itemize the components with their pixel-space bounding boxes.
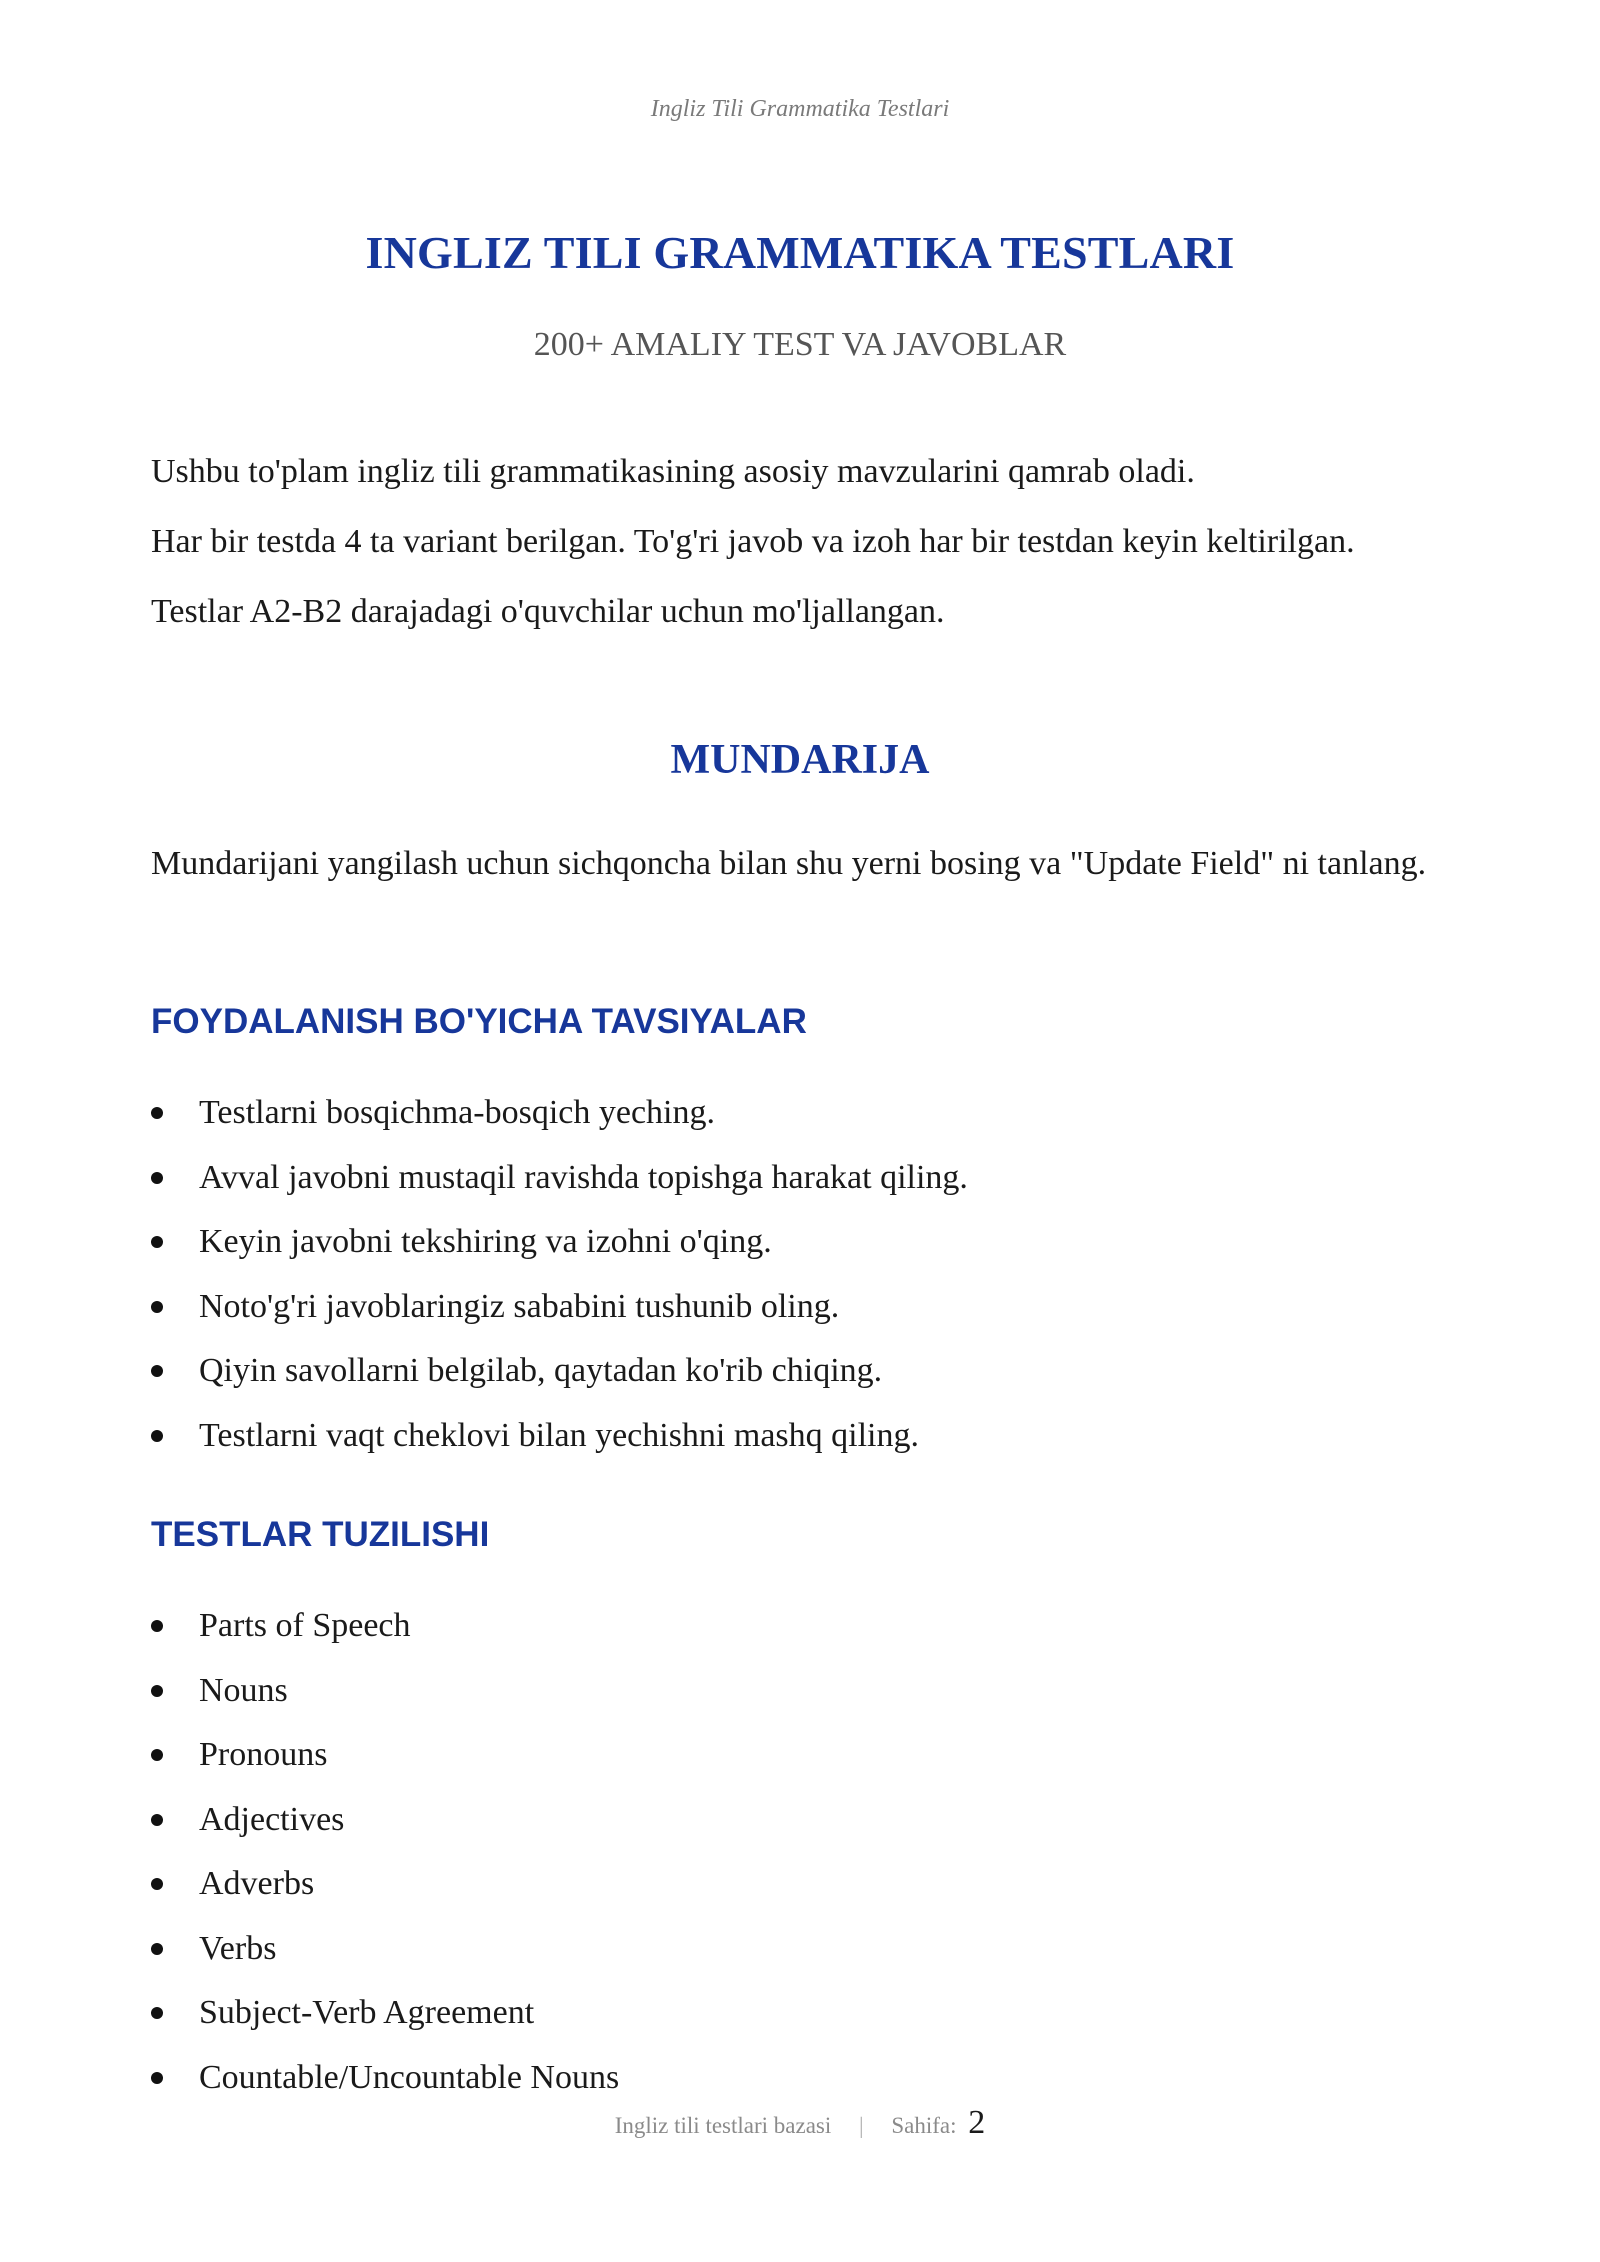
list-item-text: Nouns (199, 1671, 288, 1709)
bullet-icon (151, 1685, 163, 1697)
list-item (151, 2046, 619, 2111)
running-header: Ingliz Tili Grammatika Testlari (650, 96, 950, 122)
page-number: 2 (968, 2104, 986, 2141)
list-item (151, 1981, 619, 2046)
bullet-icon (151, 1301, 163, 1313)
footer-source: Ingliz tili testlari bazasi (614, 2113, 832, 2138)
list-item (151, 1659, 619, 1724)
tips-heading: FOYDALANISH BO'YICHA TAVSIYALAR (151, 1002, 807, 1041)
list-item (151, 1081, 968, 1146)
list-item-text: Verbs (199, 1929, 277, 1967)
document-subtitle: 200+ AMALIY TEST VA JAVOBLAR (533, 326, 1067, 363)
list-item-text: Subject-Verb Agreement (199, 1994, 535, 2031)
list-item-text: Adverbs (199, 1865, 315, 1902)
list-item (151, 1146, 968, 1211)
list-item-text: Qiyin savollarni belgilab, qaytadan ko'rib chiqing. (199, 1352, 883, 1389)
bullet-icon (151, 1430, 163, 1442)
structure-list (151, 1594, 619, 2110)
list-item-text: Parts of Speech (199, 1607, 411, 1644)
bullet-icon (151, 1620, 163, 1632)
bullet-icon (151, 1943, 163, 1955)
list-item-text: Testlarni bosqichma-bosqich yeching. (199, 1094, 715, 1131)
list-item (151, 1917, 619, 1982)
toc-heading: MUNDARIJA (670, 737, 930, 783)
list-item-text: Noto'g'ri javoblaringiz sababini tushunib oling. (199, 1287, 840, 1325)
bullet-icon (151, 2007, 163, 2019)
bullet-icon (151, 1172, 163, 1184)
bullet-icon (151, 1749, 163, 1761)
toc-update-field[interactable]: Mundarijani yangilash uchun sichqoncha bilan shu yerni bosing va "Update Field" ni tanlang. (151, 845, 1427, 882)
list-item (151, 1852, 619, 1917)
list-item (151, 1594, 619, 1659)
list-item-text: Keyin javobni tekshiring va izohni o'qing. (199, 1223, 772, 1260)
page-footer (0, 2104, 1600, 2142)
footer-separator: | (859, 2113, 864, 2138)
list-item-text: Countable/Uncountable Nouns (199, 2058, 620, 2096)
list-item (151, 1404, 968, 1469)
intro-section (151, 440, 1461, 650)
list-item-text: Adjectives (199, 1800, 345, 1838)
footer-page-label: Sahifa: (891, 2113, 957, 2138)
list-item-text: Avval javobni mustaqil ravishda topishga harakat qiling. (199, 1158, 968, 1196)
list-item-text: Testlarni vaqt cheklovi bilan yechishni mashq qiling. (199, 1416, 919, 1454)
intro-paragraph: Har bir testda 4 ta variant berilgan. To'g'ri javob va izoh har bir testdan keyin keltirilgan. (151, 523, 1355, 560)
intro-paragraph: Testlar A2-B2 darajadagi o'quvchilar uchun mo'ljallangan. (151, 593, 945, 630)
bullet-icon (151, 1814, 163, 1826)
list-item (151, 1339, 968, 1404)
bullet-icon (151, 1365, 163, 1377)
list-item (151, 1723, 619, 1788)
document-title: INGLIZ TILI GRAMMATIKA TESTLARI (365, 227, 1235, 278)
list-item (151, 1275, 968, 1340)
structure-heading: TESTLAR TUZILISHI (151, 1515, 490, 1554)
list-item (151, 1788, 619, 1853)
list-item-text: Pronouns (199, 1736, 328, 1773)
tips-list (151, 1081, 968, 1468)
bullet-icon (151, 1107, 163, 1119)
bullet-icon (151, 2072, 163, 2084)
bullet-icon (151, 1236, 163, 1248)
bullet-icon (151, 1878, 163, 1890)
list-item (151, 1210, 968, 1275)
intro-paragraph: Ushbu to'plam ingliz tili grammatikasining asosiy mavzularini qamrab oladi. (151, 453, 1195, 490)
